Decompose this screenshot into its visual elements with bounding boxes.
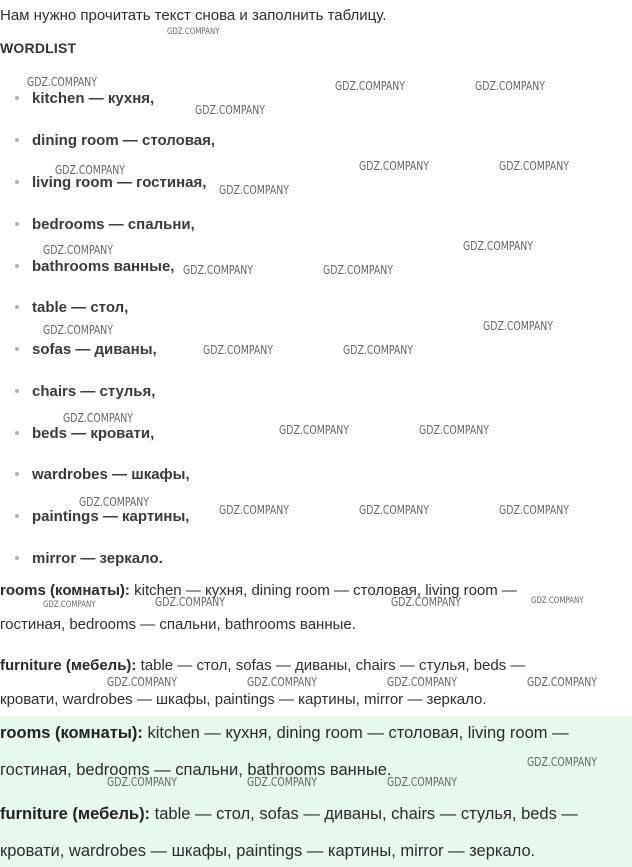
bullet-icon: [15, 96, 19, 100]
answer-rooms-line1: rooms (комнаты): kitchen — кухня, dining room — столовая, living room —: [0, 724, 569, 742]
watermark: GDZ.COMPANY: [527, 675, 598, 689]
watermark: GDZ.COMPANY: [79, 495, 150, 509]
watermark: GDZ.COMPANY: [107, 675, 178, 689]
watermark: GDZ.COMPANY: [391, 595, 462, 609]
bullet-icon: [15, 264, 19, 268]
watermark: GDZ.COMPANY: [167, 27, 220, 37]
bullet-icon: [15, 222, 19, 226]
watermark: GDZ.COMPANY: [419, 423, 490, 437]
list-item: table — стол,: [15, 299, 128, 316]
list-item: bedrooms — спальни,: [15, 216, 195, 233]
list-item: chairs — стулья,: [15, 383, 155, 400]
furniture-paragraph-line1: furniture (мебель): table — стол, sofas — диваны, chairs — стулья, beds —: [0, 657, 526, 674]
watermark: GDZ.COMPANY: [499, 159, 570, 173]
bullet-icon: [15, 138, 19, 142]
answer-rooms-line2: гостиная, bedrooms — спальни, bathrooms ванные.: [0, 761, 392, 779]
list-item: beds — кровати,: [15, 425, 154, 442]
list-item: mirror — зеркало.: [15, 550, 163, 567]
watermark: GDZ.COMPANY: [247, 675, 318, 689]
watermark: GDZ.COMPANY: [195, 103, 266, 117]
bullet-icon: [15, 514, 19, 518]
list-item: bathrooms ванные,: [15, 258, 174, 275]
watermark: GDZ.COMPANY: [219, 183, 290, 197]
watermark: GDZ.COMPANY: [387, 775, 458, 789]
watermark: GDZ.COMPANY: [43, 323, 114, 337]
list-item: living room — гостиная,: [15, 174, 206, 191]
watermark: GDZ.COMPANY: [359, 159, 430, 173]
watermark: GDZ.COMPANY: [531, 596, 584, 606]
watermark: GDZ.COMPANY: [335, 79, 406, 93]
watermark: GDZ.COMPANY: [463, 239, 534, 253]
rooms-paragraph-line1: rooms (комнаты): kitchen — кухня, dining room — столовая, living room —: [0, 582, 517, 599]
watermark: GDZ.COMPANY: [203, 343, 274, 357]
list-item: wardrobes — шкафы,: [15, 466, 190, 483]
watermark: GDZ.COMPANY: [183, 263, 254, 277]
answer-rooms-label: rooms (комнаты):: [0, 724, 143, 742]
watermark: GDZ.COMPANY: [527, 755, 598, 769]
watermark: GDZ.COMPANY: [219, 503, 290, 517]
answer-furniture-line1: furniture (мебель): table — стол, sofas — диваны, chairs — стулья, beds —: [0, 805, 578, 823]
answer-box: [0, 716, 632, 867]
rooms-label: rooms (комнаты):: [0, 582, 130, 599]
watermark: GDZ.COMPANY: [55, 163, 126, 177]
watermark: GDZ.COMPANY: [499, 503, 570, 517]
bullet-icon: [15, 180, 19, 184]
answer-furniture-label: furniture (мебель):: [0, 805, 151, 823]
bullet-icon: [15, 472, 19, 476]
answer-furniture-line2: кровати, wardrobes — шкафы, paintings — картины, mirror — зеркало.: [0, 842, 536, 860]
list-item: kitchen — кухня,: [15, 90, 154, 107]
watermark: GDZ.COMPANY: [279, 423, 350, 437]
wordlist-heading: WORDLIST: [0, 40, 77, 56]
watermark: GDZ.COMPANY: [359, 503, 430, 517]
bullet-icon: [15, 305, 19, 309]
watermark: GDZ.COMPANY: [155, 595, 226, 609]
watermark: GDZ.COMPANY: [27, 75, 98, 89]
furniture-paragraph-line2: кровати, wardrobes — шкафы, paintings — картины, mirror — зеркало.: [0, 691, 487, 708]
watermark: GDZ.COMPANY: [483, 319, 554, 333]
bullet-icon: [15, 431, 19, 435]
watermark: GDZ.COMPANY: [63, 411, 134, 425]
bullet-icon: [15, 556, 19, 560]
bullet-icon: [15, 347, 19, 351]
watermark: GDZ.COMPANY: [387, 675, 458, 689]
watermark: GDZ.COMPANY: [107, 775, 178, 789]
watermark: GDZ.COMPANY: [43, 243, 114, 257]
list-item: sofas — диваны,: [15, 341, 157, 358]
furniture-label: furniture (мебель):: [0, 657, 137, 674]
bullet-icon: [15, 389, 19, 393]
watermark: GDZ.COMPANY: [247, 775, 318, 789]
list-item: dining room — столовая,: [15, 132, 215, 149]
list-item: paintings — картины,: [15, 508, 189, 525]
rooms-paragraph-line2: гостиная, bedrooms — спальни, bathrooms ванные.: [0, 616, 356, 633]
watermark: GDZ.COMPANY: [343, 343, 414, 357]
intro-text: Нам нужно прочитать текст снова и заполнить таблицу.: [0, 7, 387, 24]
watermark: GDZ.COMPANY: [475, 79, 546, 93]
watermark: GDZ.COMPANY: [323, 263, 394, 277]
watermark: GDZ.COMPANY: [43, 600, 96, 610]
